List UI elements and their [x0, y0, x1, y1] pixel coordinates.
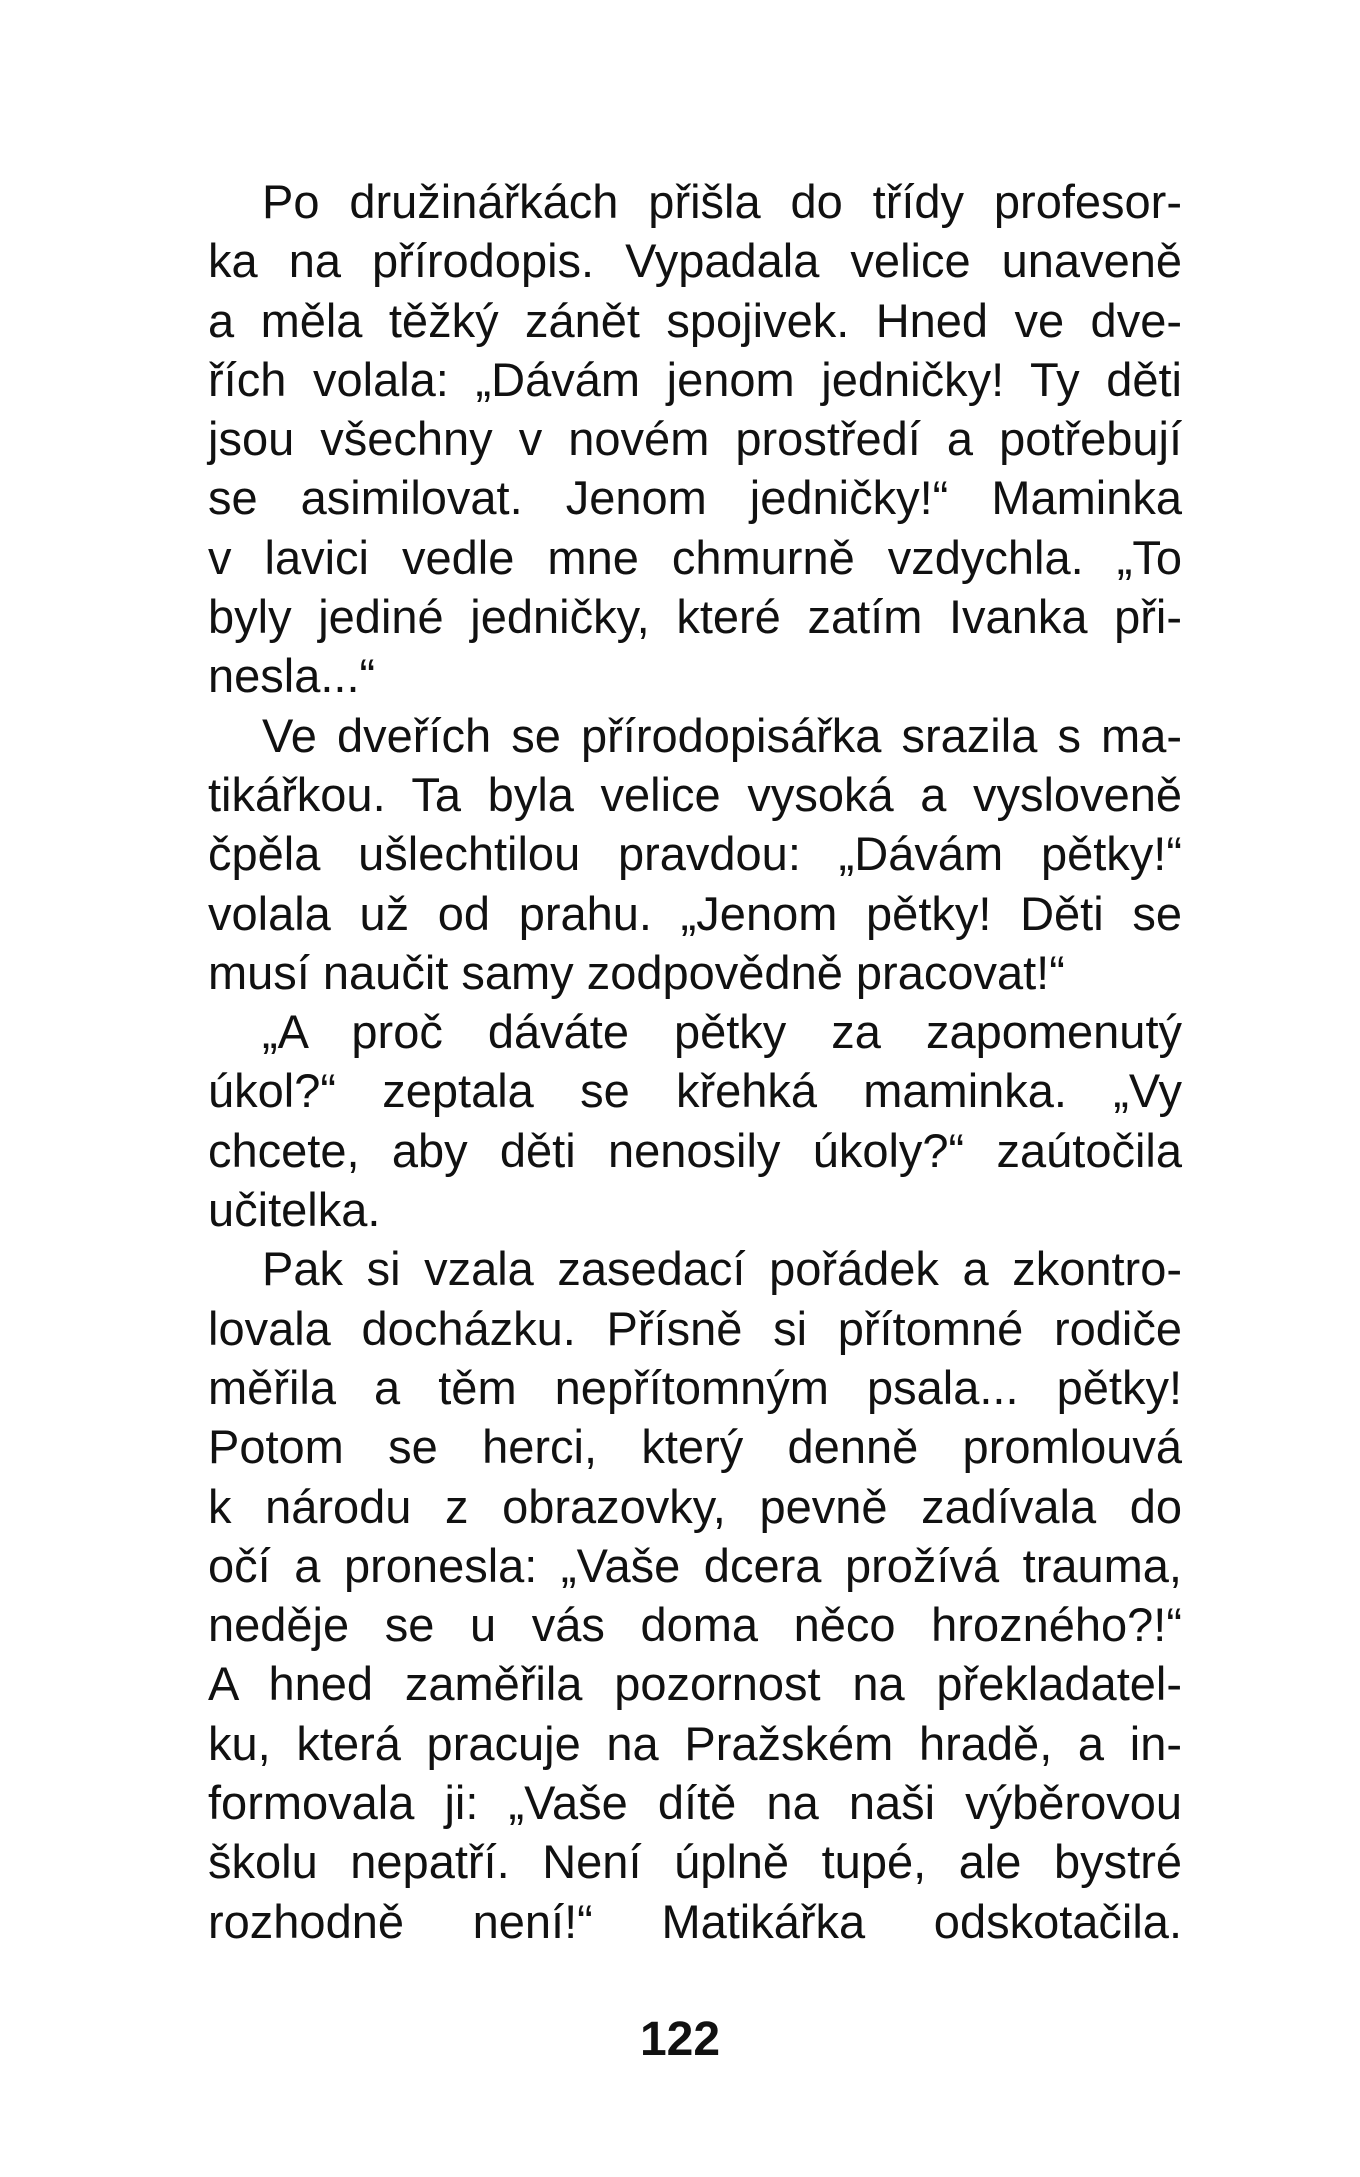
text-line: Ve dveřích se přírodopisářka srazila s ma- [262, 708, 1182, 762]
text-line: očí a pronesla: „Vaše dcera prožívá trauma, [208, 1538, 1182, 1592]
text-line: rozhodně není!“ Matikářka odskotačila. [208, 1894, 1182, 1948]
text-line: chcete, aby děti nenosily úkoly?“ zaútočila [208, 1123, 1182, 1177]
text-line: A hned zaměřila pozornost na překladatel- [208, 1657, 1182, 1711]
text-line: řích volala: „Dávám jenom jedničky! Ty děti [208, 352, 1182, 406]
text-line: k národu z obrazovky, pevně zadívala do [208, 1479, 1182, 1533]
text-line: Po družinářkách přišla do třídy profesor- [262, 175, 1182, 228]
text-line: měřila a těm nepřítomným psala... pětky! [208, 1360, 1182, 1414]
text-line: ku, která pracuje na Pražském hradě, a in- [208, 1716, 1182, 1770]
text-line: nesla...“ [208, 649, 376, 703]
text-line: a měla těžký zánět spojivek. Hned ve dve- [208, 293, 1182, 347]
text-line: volala už od prahu. „Jenom pětky! Děti se [208, 886, 1182, 940]
text-line: se asimilovat. Jenom jedničky!“ Maminka [208, 471, 1182, 525]
text-line: úkol?“ zeptala se křehká maminka. „Vy [208, 1064, 1182, 1118]
page-number: 122 [639, 2013, 721, 2066]
text-line: byly jediné jedničky, které zatím Ivanka při- [208, 590, 1182, 644]
text-line: tikářkou. Ta byla velice vysoká a vysloveně [208, 767, 1182, 821]
text-line: ka na přírodopis. Vypadala velice unaveně [208, 234, 1182, 288]
text-line: formovala ji: „Vaše dítě na naši výběrovou [208, 1776, 1182, 1830]
text-line: Potom se herci, který denně promlouvá [208, 1420, 1182, 1474]
text-line: lovala docházku. Přísně si přítomné rodiče [208, 1301, 1182, 1355]
page-text [208, 172, 1182, 1951]
text-line: „A proč dáváte pětky za zapomenutý [262, 1005, 1182, 1059]
text-line: čpěla ušlechtilou pravdou: „Dávám pětky!“ [208, 827, 1182, 881]
text-line: musí naučit samy zodpovědně pracovat!“ [208, 945, 1065, 999]
text-line: školu nepatří. Není úplně tupé, ale bystré [208, 1835, 1182, 1889]
text-line: v lavici vedle mne chmurně vzdychla. „To [208, 530, 1182, 584]
text-line: Pak si vzala zasedací pořádek a zkontro- [262, 1242, 1182, 1296]
text-line: neděje se u vás doma něco hrozného?!“ [208, 1598, 1182, 1652]
text-line: učitelka. [208, 1183, 381, 1237]
text-line: jsou všechny v novém prostředí a potřebují [208, 412, 1182, 466]
